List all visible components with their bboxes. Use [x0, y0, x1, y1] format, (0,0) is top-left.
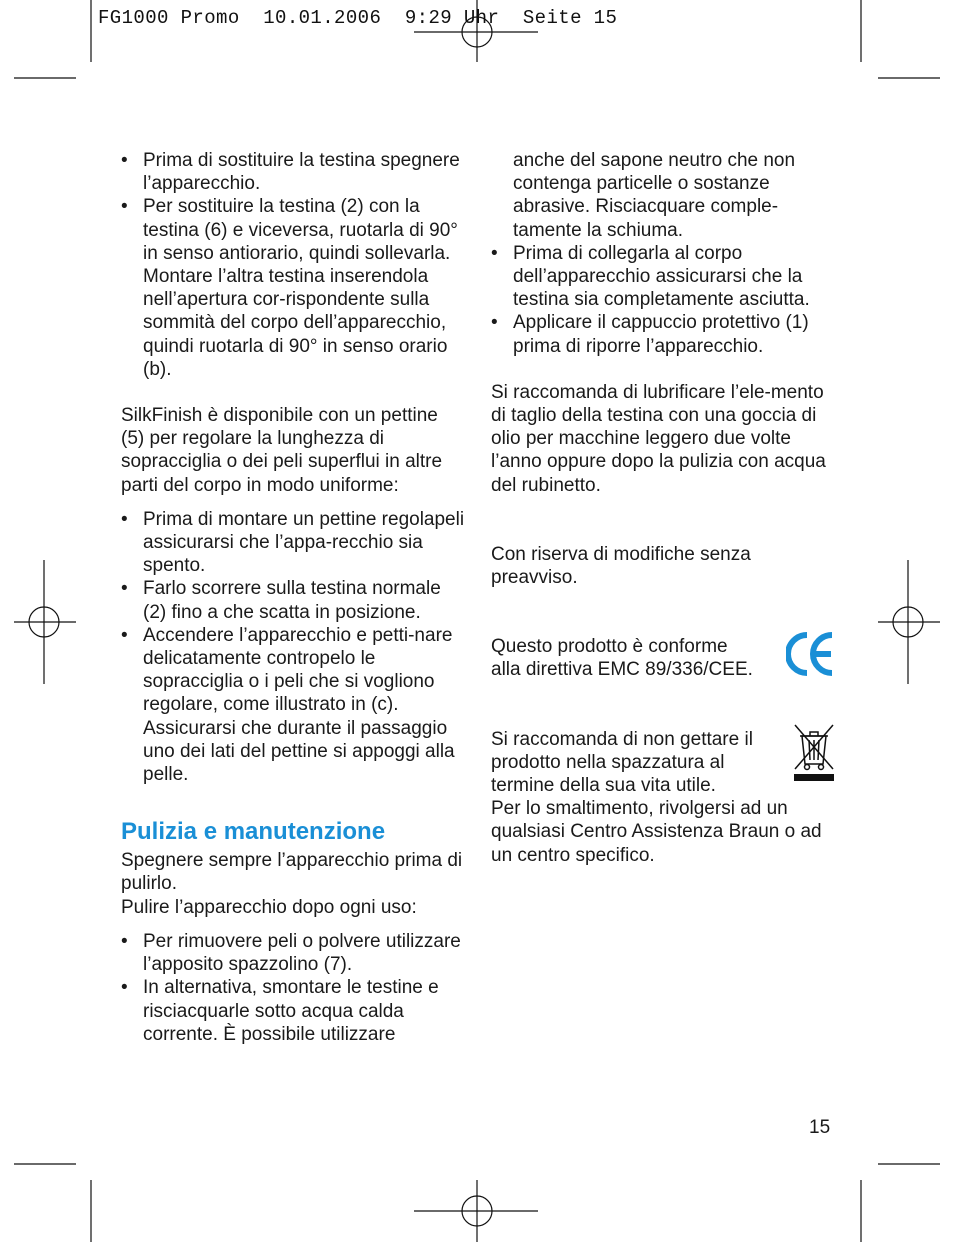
cleaning-paragraph-line2: Pulire l’apparecchio dopo ogni uso: — [121, 896, 417, 918]
cleaning-steps-list-continued — [491, 242, 836, 358]
list-item: • Prima di sostituire la testina spegnere l’apparecchio. — [121, 149, 466, 195]
page-number: 15 — [809, 1117, 831, 1138]
list-item: • Applicare il cappuccio protettivo (1) prima di riporre l’apparecchio. — [491, 311, 836, 357]
continuation-paragraph: anche del sapone neutro che non contenga particelle o sostanze abrasive. Risciacquare comple-tamente la schiuma. — [513, 150, 796, 241]
head-change-list — [121, 149, 466, 381]
print-slug: FG1000 Promo 10.01.2006 9:29 Uhr Seite 15 — [98, 7, 618, 29]
reserve-paragraph: Con riserva di modifiche senza preavviso. — [491, 543, 751, 589]
section-heading: Pulizia e manutenzione — [121, 818, 386, 846]
ce-paragraph: Questo prodotto è conforme alla direttiva EMC 89/336/CEE. — [491, 636, 753, 681]
disposal-paragraph: Si raccomanda di non gettare il prodotto nella spazzatura al termine della sua vita utile. — [491, 728, 753, 797]
lubrication-paragraph: Si raccomanda di lubrificare l’ele-mento di taglio della testina con una goccia di olio per macchine leggero due volte l’anno oppure dopo la pulizia con acqua del rubinetto. — [491, 381, 826, 496]
comb-intro-paragraph: SilkFinish è disponibile con un pettine (5) per regolare la lunghezza di sopracciglia o dei peli superflui in altre parti del corpo in modo uniforme: — [121, 405, 443, 496]
right-column — [491, 149, 836, 867]
list-item: • Per rimuovere peli o polvere utilizzare l’apposito spazzolino (7). — [121, 930, 466, 976]
cleaning-paragraph-line1: Spegnere sempre l’apparecchio prima di pulirlo. — [121, 850, 463, 895]
comb-steps-list — [121, 508, 466, 786]
crossed-out-bin-icon — [792, 722, 836, 784]
ce-conformity-block — [491, 635, 836, 681]
left-column — [121, 149, 466, 1046]
list-item: • Prima di montare un pettine regolapeli assicurarsi che l’appa-recchio sia spento. — [121, 508, 466, 578]
list-item: • Per sostituire la testina (2) con la testina (6) e viceversa, ruotarla di 90° in senso antiorario, quindi sollevarla. Montare l’altra testina inserendola nell’apertura cor-rispondente sulla sommità del corpo dell’apparecchio, quindi ruotarla di 90° in senso orario (b). — [121, 195, 466, 381]
ce-mark-icon — [786, 631, 838, 677]
disposal-block — [491, 728, 836, 867]
disposal-paragraph-2: Per lo smaltimento, rivolgersi ad un qualsiasi Centro Assistenza Braun o ad un centro specifico. — [491, 798, 822, 866]
list-item: • Farlo scorrere sulla testina normale (2) fino a che scatta in posizione. — [121, 577, 466, 623]
list-item: • Prima di collegarla al corpo dell’apparecchio assicurarsi che la testina sia completamente asciutta. — [491, 242, 836, 312]
cleaning-steps-list — [121, 930, 466, 1046]
list-item: • In alternativa, smontare le testine e risciacquarle sotto acqua calda corrente. È possibile utilizzare — [121, 976, 466, 1046]
list-item: • Accendere l’apparecchio e petti-nare delicatamente contropelo le sopracciglia o i peli che si vogliono regolare, come illustrato in (c). Assicurarsi che durante il passaggio uno dei lati del pettine si appoggi alla pelle. — [121, 624, 466, 786]
